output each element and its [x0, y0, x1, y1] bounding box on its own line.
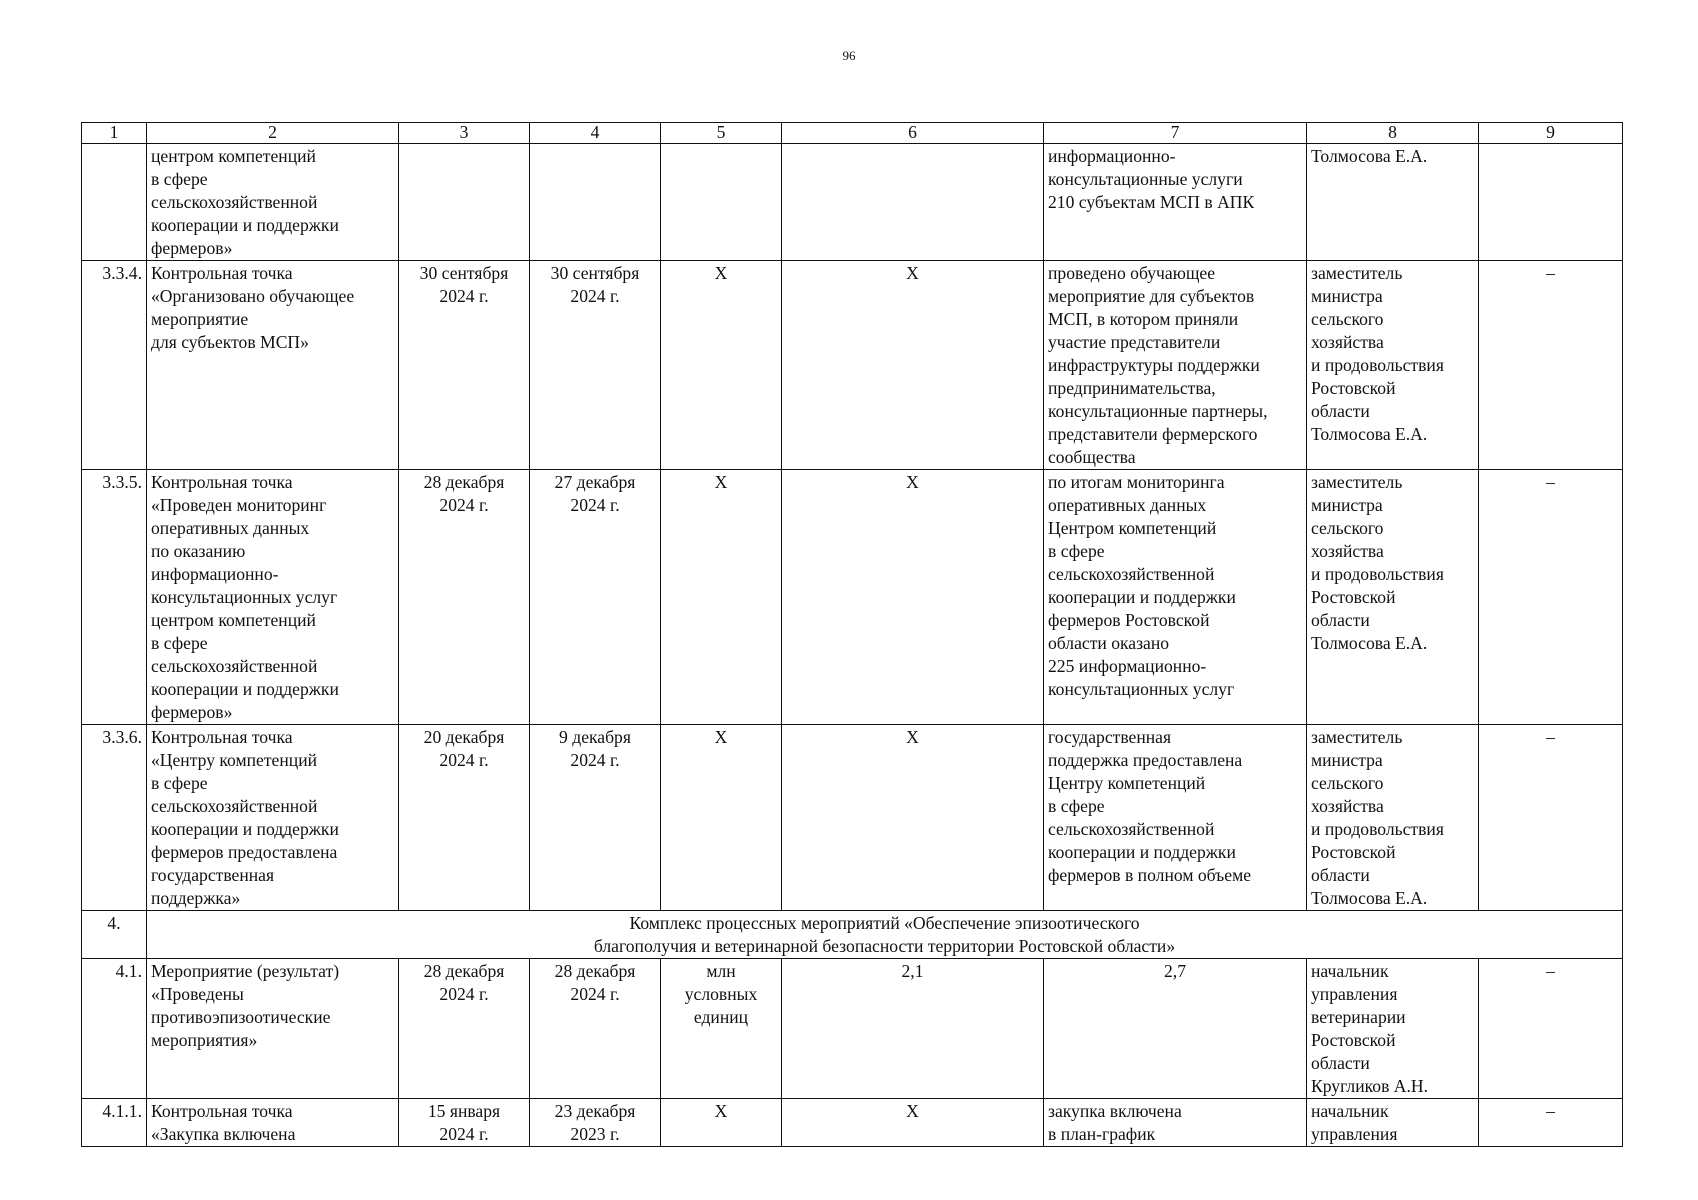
note: –	[1479, 1099, 1623, 1147]
page-number: 96	[842, 48, 856, 63]
responsible-person: заместитель министра сельского хозяйства и продовольствия Ростовской области Толмосова Е.А.	[1307, 470, 1479, 725]
plan-value: Х	[782, 725, 1044, 911]
unit: млн условных единиц	[661, 959, 782, 1099]
plan-date: 30 сентября 2024 г.	[399, 261, 530, 470]
table-row	[82, 261, 1623, 470]
event-name: Контрольная точка «Центру компетенций в сфере сельскохозяйственной кооперации и поддержки фермеров предоставлена государственная поддержка»	[147, 725, 399, 911]
result-text: информационно- консультационные услуги 210 субъектам МСП в АПК	[1044, 144, 1307, 261]
responsible-person: начальник управления ветеринарии Ростовской области Кругликов А.Н.	[1307, 959, 1479, 1099]
section-row	[82, 911, 1623, 959]
row-number: 3.3.4.	[82, 261, 147, 470]
row-number: 4.1.1.	[82, 1099, 147, 1147]
note: –	[1479, 261, 1623, 470]
fact-date: 28 декабря 2024 г.	[530, 959, 661, 1099]
table-row	[82, 470, 1623, 725]
result-text: государственная поддержка предоставлена Центру компетенций в сфере сельскохозяйственной кооперации и поддержки фермеров в полном объеме	[1044, 725, 1307, 911]
table-row	[82, 959, 1623, 1099]
event-name: Мероприятие (результат) «Проведены противоэпизоотические мероприятия»	[147, 959, 399, 1099]
plan-date: 28 декабря 2024 г.	[399, 959, 530, 1099]
note	[1479, 144, 1623, 261]
fact-date	[530, 144, 661, 261]
fact-date: 23 декабря 2023 г.	[530, 1099, 661, 1147]
column-header-3: 3	[399, 123, 530, 144]
row-number: 3.3.6.	[82, 725, 147, 911]
note: –	[1479, 959, 1623, 1099]
plan-value: Х	[782, 470, 1044, 725]
column-header-5: 5	[661, 123, 782, 144]
report-table	[81, 122, 1623, 1147]
column-header-7: 7	[1044, 123, 1307, 144]
responsible-person: заместитель министра сельского хозяйства и продовольствия Ростовской области Толмосова Е.А.	[1307, 725, 1479, 911]
row-number: 3.3.5.	[82, 470, 147, 725]
column-header-6: 6	[782, 123, 1044, 144]
event-name: центром компетенций в сфере сельскохозяйственной кооперации и поддержки фермеров»	[147, 144, 399, 261]
unit	[661, 144, 782, 261]
unit: Х	[661, 261, 782, 470]
event-name: Контрольная точка «Проведен мониторинг оперативных данных по оказанию информационно- консультационных услуг центром компетенций в сфере сельскохозяйственной кооперации и поддержки фермеров»	[147, 470, 399, 725]
event-name: Контрольная точка «Закупка включена	[147, 1099, 399, 1147]
column-number-row	[82, 123, 1623, 144]
note: –	[1479, 470, 1623, 725]
column-header-1: 1	[82, 123, 147, 144]
fact-date: 9 декабря 2024 г.	[530, 725, 661, 911]
note: –	[1479, 725, 1623, 911]
section-title: Комплекс процессных мероприятий «Обеспечение эпизоотического благополучия и ветеринарной безопасности территории Ростовской области»	[147, 911, 1623, 959]
column-header-8: 8	[1307, 123, 1479, 144]
responsible-person: заместитель министра сельского хозяйства и продовольствия Ростовской области Толмосова Е.А.	[1307, 261, 1479, 470]
unit: Х	[661, 470, 782, 725]
row-number: 4.1.	[82, 959, 147, 1099]
unit: Х	[661, 725, 782, 911]
section-number: 4.	[82, 911, 147, 959]
table-row	[82, 725, 1623, 911]
plan-date: 20 декабря 2024 г.	[399, 725, 530, 911]
column-header-4: 4	[530, 123, 661, 144]
column-header-9: 9	[1479, 123, 1623, 144]
plan-value: Х	[782, 261, 1044, 470]
table-row	[82, 1099, 1623, 1147]
plan-value: 2,1	[782, 959, 1044, 1099]
plan-date	[399, 144, 530, 261]
event-name: Контрольная точка «Организовано обучающее мероприятие для субъектов МСП»	[147, 261, 399, 470]
plan-value: Х	[782, 1099, 1044, 1147]
fact-date: 30 сентября 2024 г.	[530, 261, 661, 470]
row-number	[82, 144, 147, 261]
result-text: проведено обучающее мероприятие для субъектов МСП, в котором приняли участие представители инфраструктуры поддержки предпринимательства, консультационные партнеры, представители фермерского сообщества	[1044, 261, 1307, 470]
fact-date: 27 декабря 2024 г.	[530, 470, 661, 725]
result-text: закупка включена в план-график	[1044, 1099, 1307, 1147]
plan-date: 15 января 2024 г.	[399, 1099, 530, 1147]
result-text: по итогам мониторинга оперативных данных Центром компетенций в сфере сельскохозяйственной кооперации и поддержки фермеров Ростовской области оказано 225 информационно- консультационных услуг	[1044, 470, 1307, 725]
result-text: 2,7	[1044, 959, 1307, 1099]
unit: Х	[661, 1099, 782, 1147]
plan-date: 28 декабря 2024 г.	[399, 470, 530, 725]
table-row	[82, 144, 1623, 261]
responsible-person: начальник управления	[1307, 1099, 1479, 1147]
responsible-person: Толмосова Е.А.	[1307, 144, 1479, 261]
plan-value	[782, 144, 1044, 261]
column-header-2: 2	[147, 123, 399, 144]
